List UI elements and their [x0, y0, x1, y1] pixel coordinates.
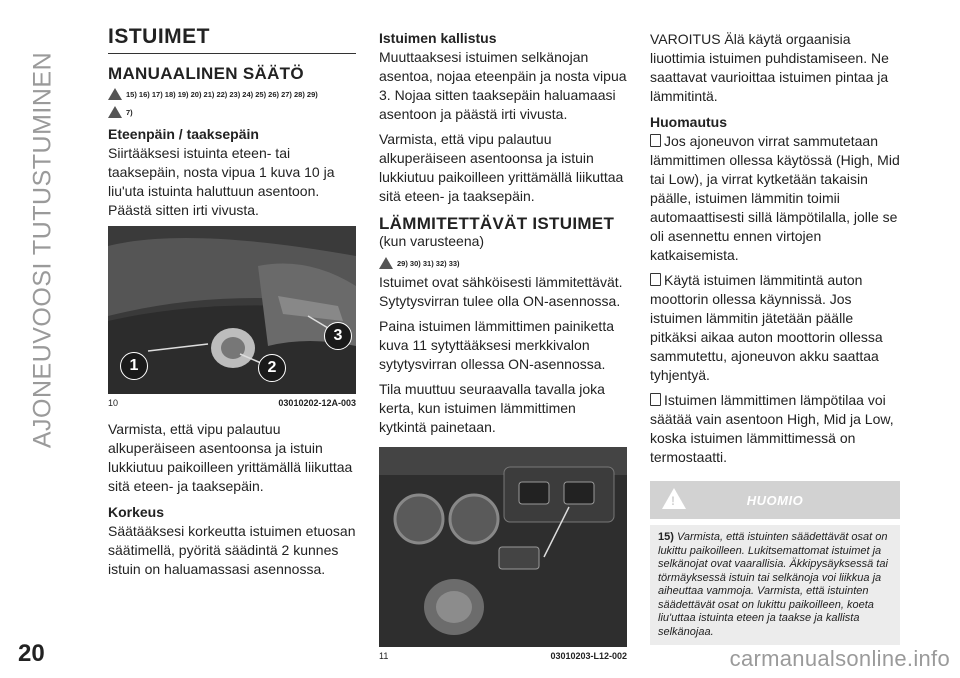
note-item	[650, 391, 900, 467]
warning-refs-1	[108, 88, 356, 100]
warning-header	[650, 481, 900, 519]
note-text: Käytä istuimen lämmitintä auton moottorin ollessa käynnissä. Jos istuimen lämmitin jätetään päälle pitkäksi aikaa auton moottorin ollessa sammutettu, ajoneuvon akku saattaa tyhjentyä.	[650, 272, 883, 383]
figure-10-seat-controls	[108, 226, 356, 394]
warning-box	[650, 481, 900, 645]
page-title: ISTUIMET	[108, 25, 356, 54]
paragraph: Varmista, että vipu palautuu alkuperäiseen asentoonsa ja istuin lukkiutuu paikoilleen yrittämällä liikuttaa sitä eteen- ja taaksepäin.	[379, 131, 624, 204]
figure-caption	[379, 651, 627, 661]
warning-text: Varmista, että istuinten säädettävät osat on lukittu paikoilleen. Lukitsemattomat istuimet ja selkänojat ovat vaarallisia. Äkkipysäyksessä tai törmäyksessä istuin tai selkänoja voi liikkua ja aiheuttaa vammoja. Varmista, että istuinten säädettävät osat on lukittu paikoilleen, koeta liu'uttaa istuinta eteen ja taakse ja kallista selkänojaa.	[658, 531, 888, 638]
note-text: Istuimen lämmittimen lämpötilaa voi säätää vain asentoon High, Mid ja Low, koska istuimen lämmittimessä on termostaatti.	[650, 392, 894, 465]
warning-number: 15)	[658, 531, 674, 543]
notes-title: Huomautus	[650, 114, 727, 130]
note-item	[650, 132, 900, 265]
book-icon	[650, 134, 661, 147]
subsection-title-forward: Eteenpäin / taaksepäin	[108, 126, 259, 142]
paragraph: Tila muuttuu seuraavalla tavalla joka kerta, kun istuimen lämmittimen kytkintä painetaan.	[379, 381, 605, 435]
figure-11-heater-switches	[379, 447, 627, 647]
subsection-title-height: Korkeus	[108, 504, 165, 520]
note-text: Jos ajoneuvon virrat sammutetaan lämmittimen ollessa käytössä (High, Mid tai Low), ja virrat kytketään takaisin päälle, istuimen lämmitin toimii automaattisesti sillä lämpötilalla, jolle se oli asennettu ennen virtojen katkaisemista.	[650, 133, 900, 263]
paragraph: Siirtääksesi istuinta eteen- tai taaksepäin, nosta vipua 1 kuva 10 ja liu'uta istuinta haluttuun asentoon. Päästä sitten irti vivusta.	[108, 145, 335, 218]
warning-triangle-icon	[662, 488, 686, 509]
side-section-tab	[28, 51, 58, 449]
warning-refs-text: 15) 16) 17) 18) 19) 20) 21) 22) 23) 24) 25) 26) 27) 28) 29)	[126, 89, 318, 99]
note-item	[650, 271, 900, 385]
section-heading-manual: MANUAALINEN SÄÄTÖ	[108, 64, 304, 83]
warning-refs-2	[108, 106, 356, 118]
book-icon	[650, 393, 661, 406]
column-1	[108, 25, 356, 585]
page-number: 20	[18, 640, 45, 667]
console-photo	[379, 447, 627, 647]
section-heading-heated: LÄMMITETTÄVÄT ISTUIMET	[379, 214, 615, 233]
paragraph: Muuttaaksesi istuimen selkänojan asentoa, nojaa eteenpäin ja nosta vipua 3. Nojaa sitten taaksepäin haluamaasi asentoon ja päästä irti vivusta.	[379, 49, 627, 122]
figure-number: 10	[108, 398, 119, 408]
callout-3: 3	[324, 322, 352, 350]
site-watermark: carmanualsonline.info	[729, 646, 950, 671]
warning-refs-text: 29) 30) 31) 32) 33)	[397, 258, 460, 268]
figure-number: 11	[379, 651, 389, 661]
caution-paragraph: VAROITUS Älä käytä orgaanisia liuottimia istuimen puhdistamiseen. Ne saattavat vaurioittaa istuimen pintaa ja lämmitintä.	[650, 31, 889, 104]
book-icon	[650, 273, 661, 286]
paragraph: Paina istuimen lämmittimen painiketta kuva 11 sytyttääksesi merkkivalon sytytysvirran ollessa ON-asennossa.	[379, 318, 614, 372]
paragraph: Varmista, että vipu palautuu alkuperäiseen asentoonsa ja istuin lukkiutuu paikoilleen yrittämällä liikuttaa sitä eteen- ja taaksepäin.	[108, 421, 353, 494]
warning-icon	[379, 257, 393, 269]
subsection-title-recline: Istuimen kallistus	[379, 30, 497, 46]
figure-caption	[108, 398, 356, 408]
warning-icon	[108, 106, 122, 118]
warning-body	[650, 525, 900, 645]
paragraph: Istuimet ovat sähköisesti lämmitettävät. Sytytysvirran tulee olla ON-asennossa.	[379, 274, 623, 309]
warning-title: HUOMIO	[746, 492, 804, 508]
callout-1: 1	[120, 352, 148, 380]
side-section-label: AJONEUVOOSI TUTUSTUMINEN	[28, 51, 57, 449]
paragraph: Säätääksesi korkeutta istuimen etuosan säätimellä, pyöritä säädintä 2 kunnes istuin on haluamassasi asennossa.	[108, 523, 356, 577]
column-2	[379, 25, 627, 673]
warning-icon	[108, 88, 122, 100]
availability-note: (kun varusteena)	[379, 233, 485, 249]
warning-refs-text: 7)	[126, 107, 133, 117]
figure-code: 03010203-L12-002	[550, 651, 627, 661]
figure-code: 03010202-12A-003	[278, 398, 356, 408]
column-3	[650, 25, 900, 645]
warning-refs-3	[379, 257, 627, 269]
callout-2: 2	[258, 354, 286, 382]
